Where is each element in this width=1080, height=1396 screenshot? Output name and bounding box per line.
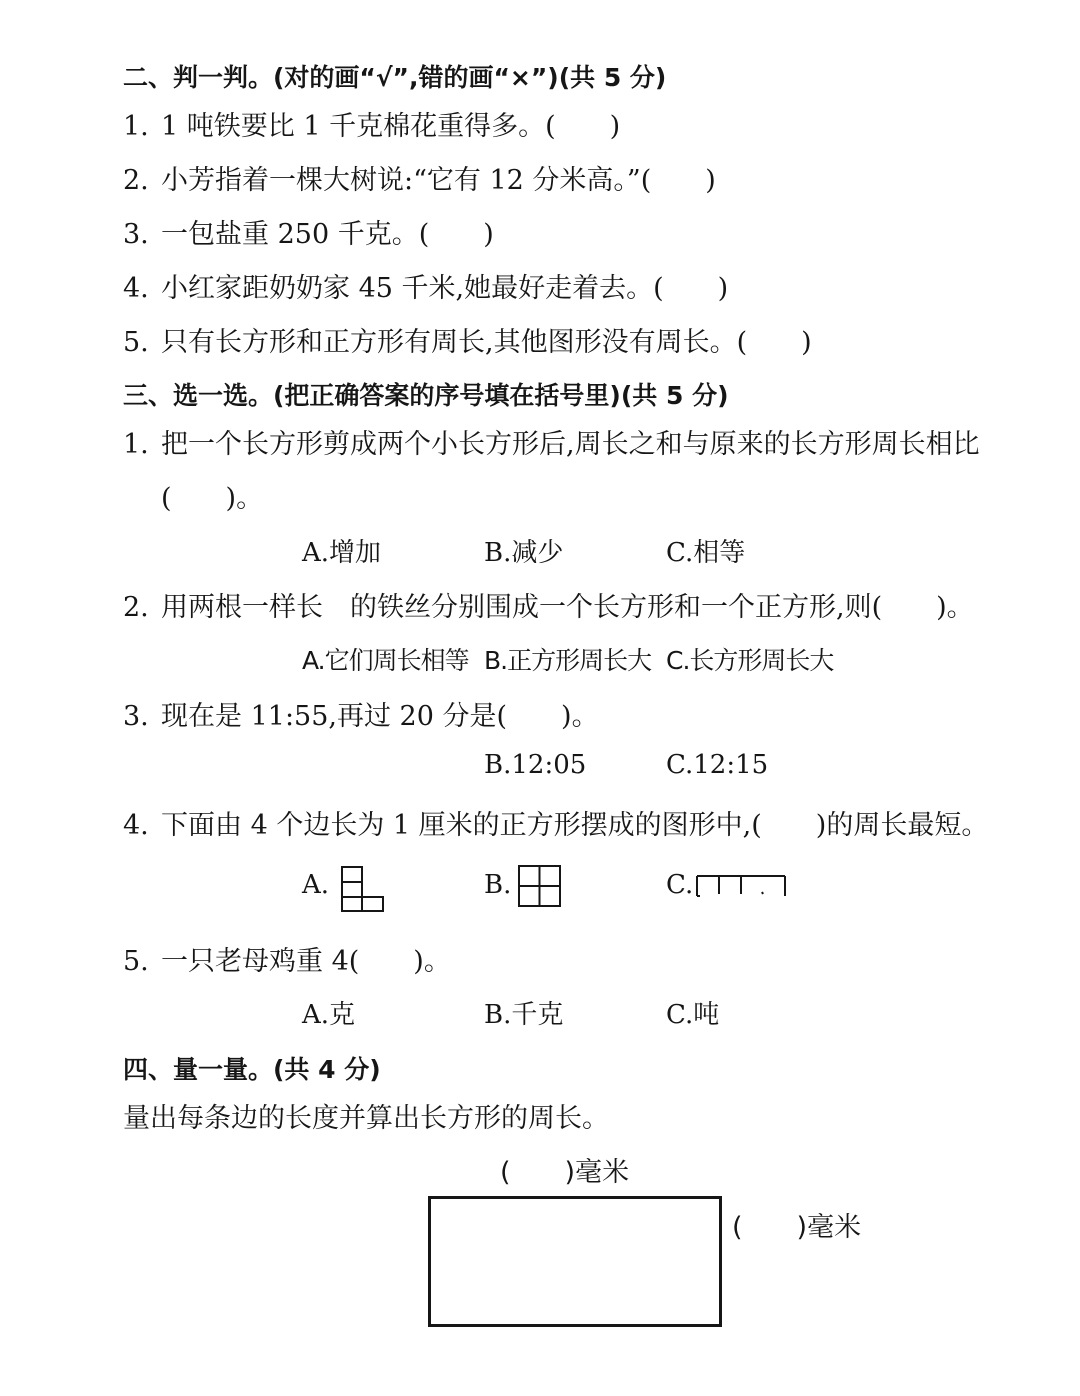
item-number: 3. xyxy=(123,219,149,250)
item-number: 3. xyxy=(123,701,149,732)
choice-q4-option-a: A. xyxy=(302,870,330,900)
top-length-blank: ( )毫米 xyxy=(500,1157,630,1188)
item-text: 用两根一样长 的铁丝分别围成一个长方形和一个正方形,则( )。 xyxy=(161,592,974,623)
choice-q2-option-b: B.正方形周长大 xyxy=(484,646,652,675)
item-text: 1 吨铁要比 1 千克棉花重得多。( ) xyxy=(161,111,621,142)
item-text: 小红家距奶奶家 45 千米,她最好走着去。( ) xyxy=(161,273,729,304)
choice-q1-option-c: C.相等 xyxy=(666,538,746,568)
item-number: 4. xyxy=(123,810,149,841)
choice-q3-option-c: C.12:15 xyxy=(666,750,769,780)
item-number: 5. xyxy=(123,946,149,977)
item-text: 一包盐重 250 千克。( ) xyxy=(161,219,494,250)
item-text: 一只老母鸡重 4( )。 xyxy=(161,946,451,977)
item-text: 小芳指着一棵大树说:“它有 12 分米高。”( ) xyxy=(161,165,716,196)
measure-rectangle xyxy=(428,1196,722,1327)
item-number: 1. xyxy=(123,429,149,460)
choice-q5-option-c: C.吨 xyxy=(666,1000,720,1030)
item-number: 1. xyxy=(123,111,149,142)
section-3-heading: 三、选一选。(把正确答案的序号填在括号里)(共 5 分) xyxy=(123,381,729,410)
judge-item-1 xyxy=(123,104,620,143)
choice-q2 xyxy=(123,585,974,624)
item-text: 现在是 11:55,再过 20 分是( )。 xyxy=(161,701,599,732)
choice-q2-option-a: A.它们周长相等 xyxy=(302,646,469,675)
judge-item-2 xyxy=(123,158,716,197)
choice-q5-option-a: A.克 xyxy=(302,1000,356,1030)
row-of-squares-figure xyxy=(690,872,790,898)
judge-item-3 xyxy=(123,212,494,251)
choice-q4-option-b: B. xyxy=(484,870,512,900)
item-text: 把一个长方形剪成两个小长方形后,周长之和与原来的长方形周长相比 xyxy=(161,429,980,460)
choice-q1-blank: ( )。 xyxy=(161,483,264,514)
l-shape-figure xyxy=(340,865,386,913)
choice-q1-option-b: B.减少 xyxy=(484,538,564,568)
choice-q1-option-a: A.增加 xyxy=(302,538,382,568)
section-4-heading: 四、量一量。(共 4 分) xyxy=(123,1055,381,1084)
choice-q1 xyxy=(123,422,980,461)
item-number: 4. xyxy=(123,273,149,304)
choice-q5-option-b: B.千克 xyxy=(484,1000,564,1030)
judge-item-4 xyxy=(123,266,728,305)
choice-q3-option-b: B.12:05 xyxy=(484,750,587,780)
item-number: 2. xyxy=(123,165,149,196)
choice-q4-option-c: C. xyxy=(666,870,694,900)
choice-q2-option-c: C.长方形周长大 xyxy=(666,646,834,675)
choice-q4 xyxy=(123,803,988,842)
item-number: 5. xyxy=(123,327,149,358)
right-length-blank: ( )毫米 xyxy=(732,1212,862,1243)
item-text: 只有长方形和正方形有周长,其他图形没有周长。( ) xyxy=(161,327,812,358)
square-grid-figure xyxy=(517,864,563,908)
choice-q3 xyxy=(123,694,599,733)
choice-q5 xyxy=(123,939,451,978)
section-2-heading: 二、判一判。(对的画“√”,错的画“×”)(共 5 分) xyxy=(123,63,667,92)
section-4-instruction: 量出每条边的长度并算出长方形的周长。 xyxy=(123,1103,609,1134)
item-text: 下面由 4 个边长为 1 厘米的正方形摆成的图形中,( )的周长最短。 xyxy=(161,810,989,841)
judge-item-5 xyxy=(123,320,812,359)
item-number: 2. xyxy=(123,592,149,623)
